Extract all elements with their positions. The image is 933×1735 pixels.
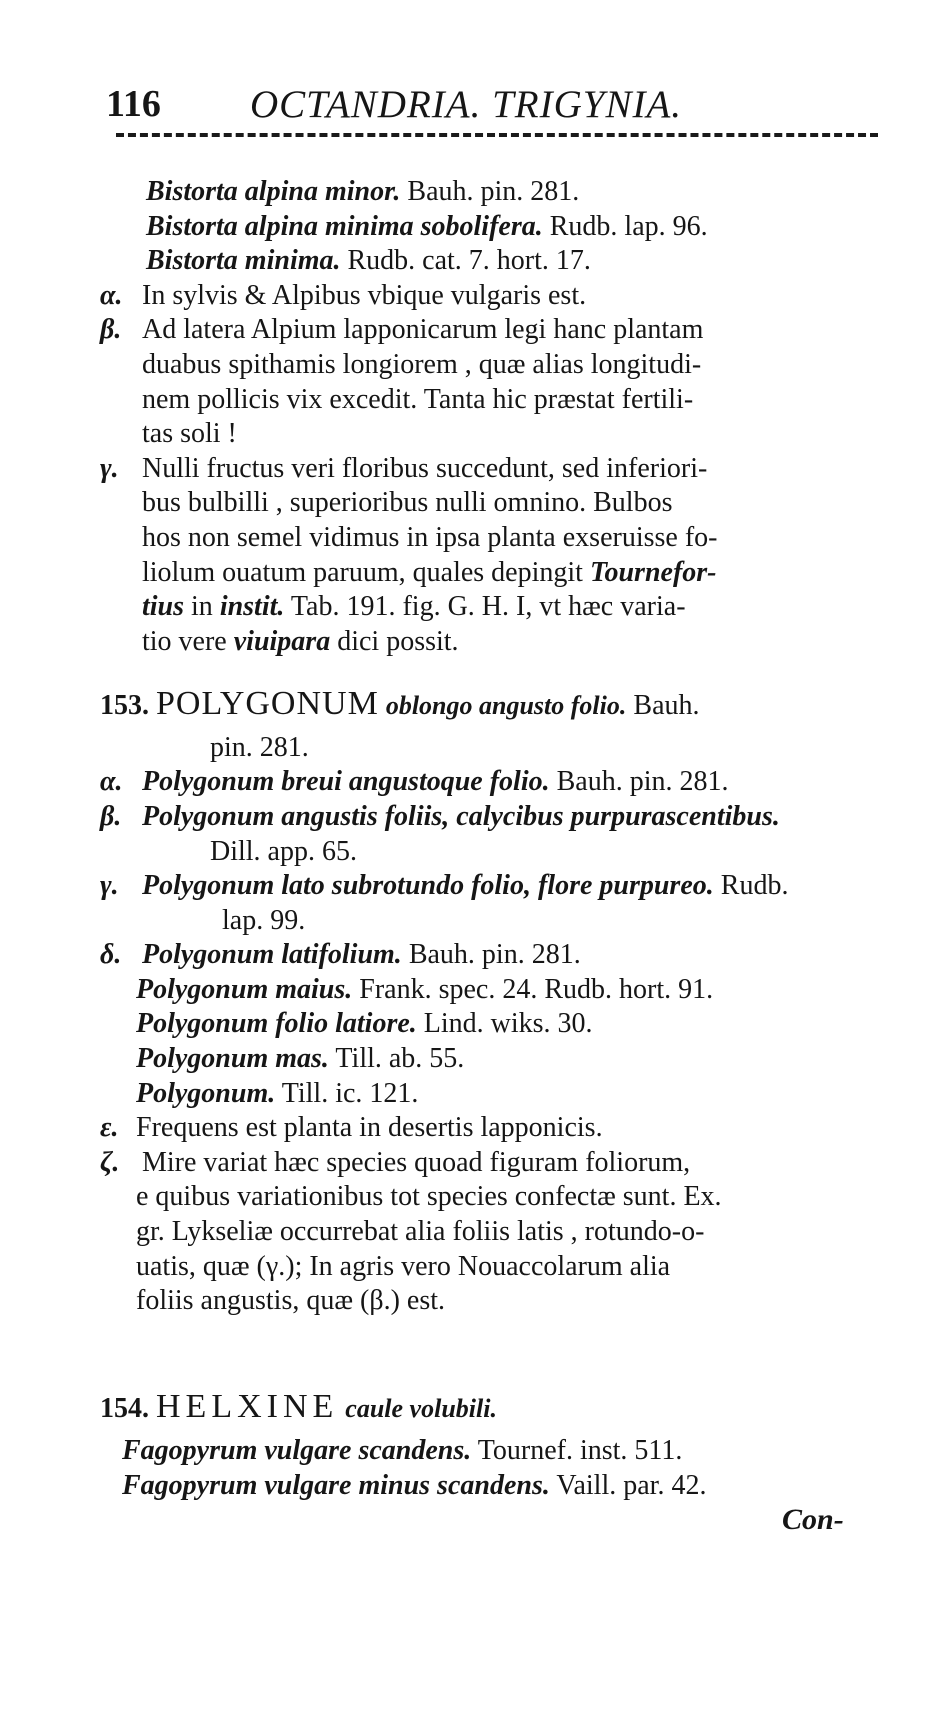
page-header <box>100 82 880 132</box>
synonym-line <box>0 1007 933 1042</box>
synonym-line <box>0 973 933 1008</box>
variety-marker: β. <box>100 314 122 346</box>
citation: pin. 281. <box>210 731 309 763</box>
paragraph-line: duabus spithamis longiorem , quæ alias longitudi- <box>142 348 702 380</box>
synonym-ref: Bauh. pin. 281. <box>407 176 580 207</box>
variety-marker: γ. <box>100 452 119 484</box>
variety-name: Polygonum lato subrotundo folio, flore purpureo. <box>142 870 714 902</box>
variety-line <box>0 313 933 348</box>
variety-marker: α. <box>100 279 123 311</box>
variety-name: Polygonum latifolium. <box>142 939 402 971</box>
synonym-line <box>0 1469 933 1504</box>
term-viuipara: viuipara <box>233 625 331 657</box>
synonym-ref: Rudb. lap. 96. <box>549 210 708 242</box>
synonym-name: Polygonum folio latiore. <box>136 1008 417 1040</box>
variety-line <box>0 279 933 314</box>
citation: lap. 99. <box>222 904 306 936</box>
variety-line <box>0 1111 933 1146</box>
variety-marker: α. <box>100 766 123 798</box>
paragraph-line: Mire variat hæc species quoad figuram foliorum, <box>142 1146 691 1178</box>
synonym-name: Polygonum maius. <box>136 973 353 1005</box>
synonym-ref: Rudb. cat. 7. hort. 17. <box>347 245 591 277</box>
synonym-ref: Frank. spec. 24. Rudb. hort. 91. <box>359 973 714 1005</box>
species-epithet: caule volubili. <box>345 1394 497 1424</box>
synonym-name: Bistorta minima. <box>146 245 341 277</box>
citation: Bauh. pin. 281. <box>408 939 581 971</box>
synonym-ref: Vaill. par. 42. <box>556 1469 707 1501</box>
work-title: instit. <box>219 591 285 623</box>
synonym-ref: Tournef. inst. 511. <box>477 1435 683 1467</box>
paragraph-line: foliis angustis, quæ (β.) est. <box>136 1285 446 1317</box>
genus-heading <box>0 1388 933 1434</box>
synonym-ref: Lind. wiks. 30. <box>423 1008 593 1040</box>
synonym-line <box>0 210 933 245</box>
variety-line <box>0 765 933 800</box>
variety-text: Frequens est planta in desertis lapponicis. <box>136 1112 603 1144</box>
page-number: 116 <box>106 83 161 125</box>
synonym-name: Polygonum mas. <box>136 1043 329 1075</box>
synonym-name: Bistorta alpina minor. <box>146 176 401 207</box>
paragraph-line: Nulli fructus veri floribus succedunt, sed inferiori- <box>142 452 708 484</box>
paragraph-line: bus bulbilli , superioribus nulli omnino. Bulbos <box>142 487 673 519</box>
synonym-ref: Till. ic. 121. <box>281 1077 419 1109</box>
synonym-line <box>0 175 933 210</box>
variety-line <box>0 869 933 904</box>
variety-line <box>0 800 933 835</box>
paragraph-line: liolum ouatum paruum, quales depingit <box>142 556 583 588</box>
variety-line <box>0 452 933 487</box>
catchword: Con- <box>782 1503 844 1537</box>
running-title: OCTANDRIA. TRIGYNIA. <box>250 83 683 126</box>
variety-marker: δ. <box>100 939 122 971</box>
synonym-line <box>0 1077 933 1112</box>
citation: Bauh. pin. 281. <box>556 766 729 798</box>
synonym-name: Bistorta alpina minima sobolifera. <box>146 210 543 242</box>
variety-name: Polygonum angustis foliis, calycibus purpurascentibus. <box>142 800 780 832</box>
author-name: Tournefor- <box>589 556 717 588</box>
paragraph-line: gr. Lykseliæ occurrebat alia foliis latis , rotundo-o- <box>136 1216 705 1248</box>
paragraph-line: e quibus variationibus tot species confectæ sunt. Ex. <box>136 1181 722 1213</box>
variety-line <box>0 938 933 973</box>
author-name: tius <box>142 591 185 623</box>
header-rule <box>116 133 878 137</box>
variety-name: Polygonum breui angustoque folio. <box>142 766 550 798</box>
synonym-line <box>0 244 933 279</box>
citation: Bauh. <box>633 689 700 721</box>
variety-marker: γ. <box>100 870 119 902</box>
synonym-line <box>0 1042 933 1077</box>
synonym-name: Fagopyrum vulgare minus scandens. <box>122 1469 550 1501</box>
paragraph-line: nem pollicis vix excedit. Tanta hic præstat fertili- <box>142 383 694 415</box>
page-body: Bistorta alpina minor. Bauh. pin. 281. Bistorta alpina minima sobolifera. Rudb. lap. 96. Bistorta minima. Rudb. cat. 7. hort. 17. α. In sylvis & Alpibus vbique vulgaris est. β. Ad latera Alpium lapponicarum legi hanc plantam duabus spithamis longiorem , quæ alias longitudi- nem pollicis vix excedit. Tanta hic præstat fertili- tas soli ! γ. Nulli fructus veri floribus succedunt, sed inferiori- bus bulbilli , superioribus nulli omnino. Bulbos hos non semel vidimus in ipsa planta exseruisse fo- liolum ouatum paruum, quales depingit Tournefor- tius in instit. Tab. 191. fig. G. H. I, vt hæc varia- tio vere viuipara dici possit. 153. POLYGONUM oblongo angusto folio. Bauh. pin. 281. α. Polygonum breui angustoque folio. Bauh. pin. 281. β. Polygonum angustis foliis, calycibus purpurascentibus. Dill. app. 65. γ. Polygonum lato subrotundo folio, flore purpureo. Rudb. lap. 99. δ. Polygonum latifolium. Bauh. pin. 281. Polygonum maius. Frank. spec. 24. Rudb. hort. 91. Polygonum folio latiore. Lind. wiks. 30. Polygonum mas. Till. ab. 55. Polygonum. Till. ic. 121. ε. Frequens est planta in desertis lapponicis. ζ. Mire variat hæc species quoad figuram foliorum, e quibus variationibus tot species confectæ sunt. Ex. gr. Lykseliæ occurrebat alia foliis latis , rotundo-o- uatis, quæ (γ.); In agris vero Nouaccolarum alia foliis angustis, quæ (β.) est. 154. HELXINE caule volubili. Fagopyrum vulgare scandens. Tournef. inst. 511. Fagopyrum vulgare minus scandens. Vaill. par. 42. Con- <box>0 175 933 1538</box>
citation: Dill. app. 65. <box>210 835 357 867</box>
synonym-name: Polygonum. <box>136 1077 276 1109</box>
variety-text: In sylvis & Alpibus vbique vulgaris est. <box>142 279 587 311</box>
paragraph-line: tas soli ! <box>142 418 237 450</box>
synonym-ref: Till. ab. 55. <box>335 1043 465 1075</box>
synonym-name: Fagopyrum vulgare scandens. <box>122 1435 472 1467</box>
entry-number: 154. <box>100 1393 149 1425</box>
genus-heading <box>0 684 933 731</box>
paragraph-line: hos non semel vidimus in ipsa planta exseruisse fo- <box>142 521 718 553</box>
species-epithet: oblongo angusto folio. <box>385 690 627 720</box>
synonym-line <box>0 1434 933 1469</box>
entry-number: 153. <box>100 689 149 721</box>
genus-name: POLYGONUM <box>156 684 379 722</box>
variety-marker: ζ. <box>100 1146 120 1178</box>
genus-name: HELXINE <box>156 1388 339 1426</box>
variety-marker: ε. <box>100 1112 119 1144</box>
variety-line <box>0 1146 933 1181</box>
paragraph-line: uatis, quæ (γ.); In agris vero Nouaccolarum alia <box>136 1250 671 1282</box>
citation: Rudb. <box>720 870 789 902</box>
paragraph-line: Ad latera Alpium lapponicarum legi hanc plantam <box>142 314 704 346</box>
variety-marker: β. <box>100 800 122 832</box>
